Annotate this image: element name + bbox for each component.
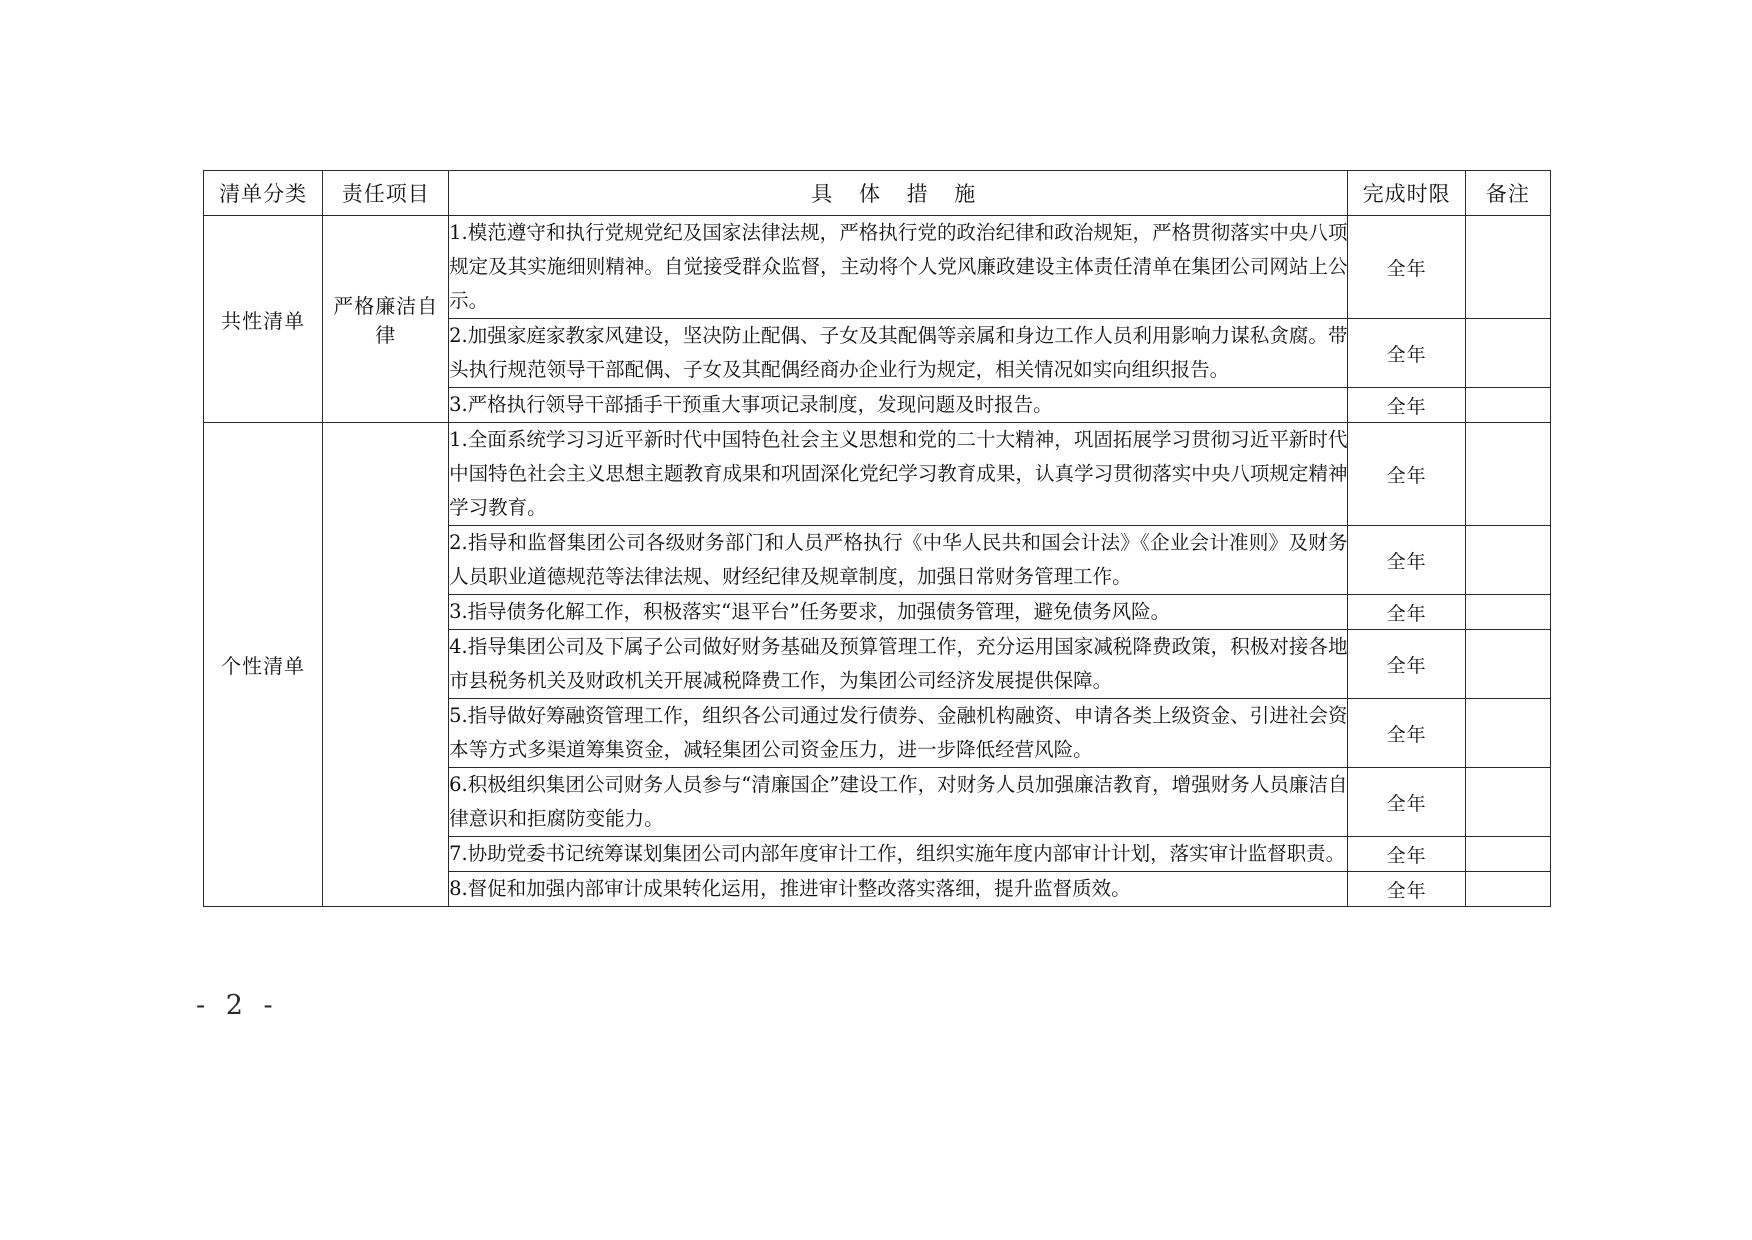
measure-cell: 1.模范遵守和执行党规党纪及国家法律法规，严格执行党的政治纪律和政治规矩，严格贯彻落实中央八项规定及其实施细则精神。自觉接受群众监督，主动将个人党风廉政建设主体责任清单在集团公司网站上公示。	[449, 216, 1348, 319]
measure-cell: 3.指导债务化解工作，积极落实“退平台”任务要求，加强债务管理，避免债务风险。	[449, 595, 1348, 630]
measure-cell: 3.严格执行领导干部插手干预重大事项记录制度，发现问题及时报告。	[449, 388, 1348, 423]
responsibility-cell-individual	[323, 423, 449, 907]
deadline-cell: 全年	[1348, 768, 1465, 837]
header-deadline: 完成时限	[1348, 171, 1465, 216]
note-cell	[1465, 526, 1550, 595]
header-responsibility: 责任项目	[323, 171, 449, 216]
measure-cell: 2.加强家庭家教家风建设，坚决防止配偶、子女及其配偶等亲属和身边工作人员利用影响力谋私贪腐。带头执行规范领导干部配偶、子女及其配偶经商办企业行为规定，相关情况如实向组织报告。	[449, 319, 1348, 388]
note-cell	[1465, 837, 1550, 872]
header-category: 清单分类	[204, 171, 323, 216]
deadline-cell: 全年	[1348, 388, 1465, 423]
note-cell	[1465, 595, 1550, 630]
measure-cell: 5.指导做好筹融资管理工作，组织各公司通过发行债券、金融机构融资、申请各类上级资金、引进社会资本等方式多渠道筹集资金，减轻集团公司资金压力，进一步降低经营风险。	[449, 699, 1348, 768]
deadline-cell: 全年	[1348, 423, 1465, 526]
measure-cell: 8.督促和加强内部审计成果转化运用，推进审计整改落实落细，提升监督质效。	[449, 872, 1348, 907]
deadline-cell: 全年	[1348, 595, 1465, 630]
note-cell	[1465, 423, 1550, 526]
note-cell	[1465, 872, 1550, 907]
deadline-cell: 全年	[1348, 630, 1465, 699]
deadline-cell: 全年	[1348, 872, 1465, 907]
page-number: - 2 -	[196, 990, 279, 1021]
note-cell	[1465, 388, 1550, 423]
note-cell	[1465, 630, 1550, 699]
responsibility-cell-common: 严格廉洁自律	[323, 216, 449, 423]
header-note: 备注	[1465, 171, 1550, 216]
responsibility-list-table	[203, 170, 1551, 907]
note-cell	[1465, 699, 1550, 768]
header-measures: 具 体 措 施	[449, 171, 1348, 216]
measure-cell: 1.全面系统学习习近平新时代中国特色社会主义思想和党的二十大精神，巩固拓展学习贯彻习近平新时代中国特色社会主义思想主题教育成果和巩固深化党纪学习教育成果，认真学习贯彻落实中央八项规定精神学习教育。	[449, 423, 1348, 526]
table-row	[204, 216, 1551, 319]
measure-cell: 6.积极组织集团公司财务人员参与“清廉国企”建设工作，对财务人员加强廉洁教育，增强财务人员廉洁自律意识和拒腐防变能力。	[449, 768, 1348, 837]
deadline-cell: 全年	[1348, 837, 1465, 872]
table-header-row	[204, 171, 1551, 216]
category-cell-common: 共性清单	[204, 216, 323, 423]
table-row	[204, 423, 1551, 526]
category-cell-individual: 个性清单	[204, 423, 323, 907]
deadline-cell: 全年	[1348, 216, 1465, 319]
measure-cell: 7.协助党委书记统筹谋划集团公司内部年度审计工作，组织实施年度内部审计计划，落实审计监督职责。	[449, 837, 1348, 872]
note-cell	[1465, 216, 1550, 319]
deadline-cell: 全年	[1348, 526, 1465, 595]
note-cell	[1465, 319, 1550, 388]
measure-cell: 4.指导集团公司及下属子公司做好财务基础及预算管理工作，充分运用国家减税降费政策，积极对接各地市县税务机关及财政机关开展减税降费工作，为集团公司经济发展提供保障。	[449, 630, 1348, 699]
deadline-cell: 全年	[1348, 319, 1465, 388]
measure-cell: 2.指导和监督集团公司各级财务部门和人员严格执行《中华人民共和国会计法》《企业会计准则》及财务人员职业道德规范等法律法规、财经纪律及规章制度，加强日常财务管理工作。	[449, 526, 1348, 595]
note-cell	[1465, 768, 1550, 837]
deadline-cell: 全年	[1348, 699, 1465, 768]
